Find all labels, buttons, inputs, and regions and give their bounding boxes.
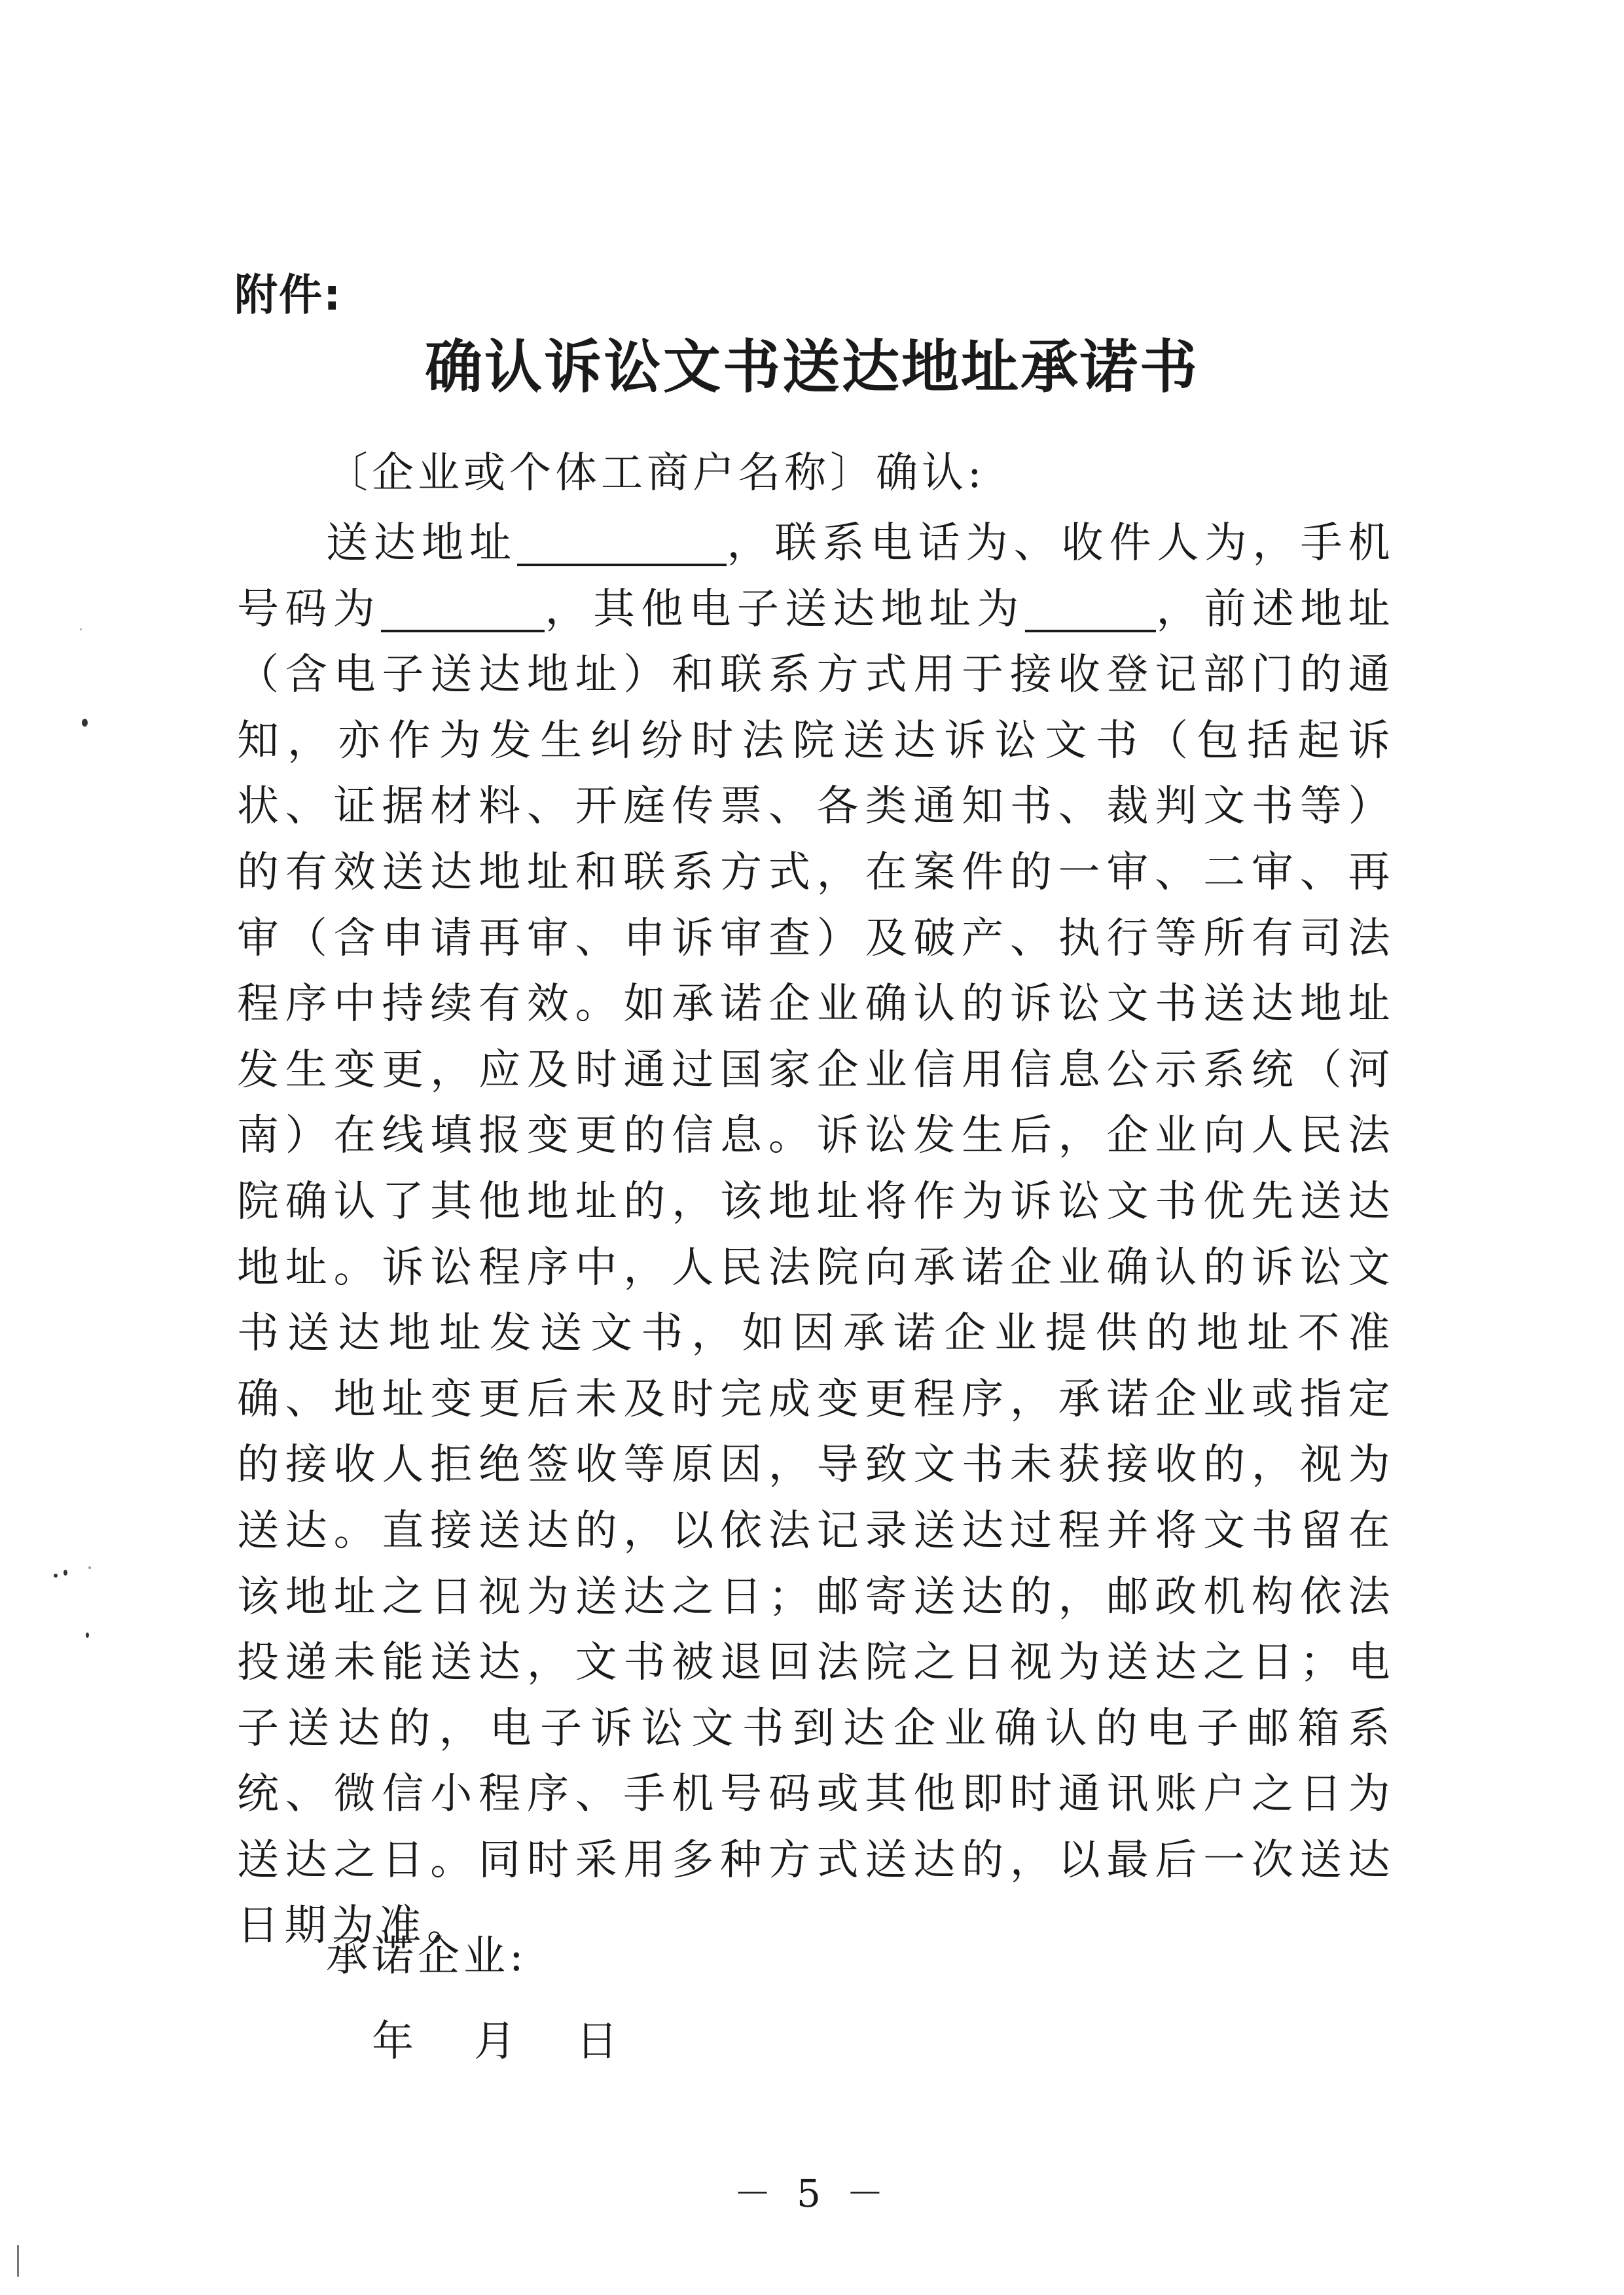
attachment-label: 附件: [234,270,342,320]
date-day: 日 [576,2017,618,2066]
scan-speck [63,1570,67,1576]
electronic-address-blank [1025,589,1156,632]
body-text-part4: ，前述地址（含电子送达地址）和联系方式用于接收登记部门的通知，亦作为发生纠纷时法院送达诉讼文书（包括起诉状、证据材料、开庭传票、各类通知书、裁判文书等）的有效送达地址和联系方式，在案件的一审、二审、再审（含申请再审、申诉审查）及破产、执行等所有司法程序中持续有效。如承诺企业确认的诉讼文书送达地址发生变更，应及时通过国家企业信用信息公示系统（河南）在线填报变更的信息。诉讼发生后，企业向人民法院确认了其他地址的，该地址将作为诉讼文书优先送达地址。诉讼程序中，人民法院向承诺企业确认的诉讼文书送达地址发送文书，如因承诺企业提供的地址不准确、地址变更后未及时完成变更程序，承诺企业或指定的接收人拒绝签收等原因，导致文书未获接收的，视为送达。直接送达的，以依法记录送达过程并将文书留在该地址之日视为送达之日；邮寄送达的，邮政机构依法投递未能送达，文书被退回法院之日视为送达之日；电子送达的，电子诉讼文书到达企业确认的电子邮箱系统、微信小程序、手机号码或其他即时通讯账户之日为送达之日。同时采用多种方式送达的，以最后一次送达日期为准。 [237,585,1396,1951]
delivery-address-blank [517,523,727,566]
phone-number-blank [381,589,545,632]
body-paragraph [237,511,1396,1959]
body-text-part2: ，联系电话为、收件人为，手机号码为 [237,519,1396,634]
document-title: 确认诉讼文书送达地址承诺书 [424,333,1199,401]
scan-speck [80,628,82,630]
date-month: 月 [474,2017,516,2066]
body-text-part1: 送达地址 [326,519,517,568]
scan-speck [86,1633,89,1638]
date-line [372,2015,618,2069]
date-year: 年 [372,2017,414,2066]
body-text-part3: ，其他电子送达地址为 [544,585,1025,634]
scan-speck [54,1574,58,1578]
scan-edge-mark [17,2245,19,2277]
page-number: － 5 － [733,2171,891,2216]
signature-label: 承诺企业: [326,1932,528,1981]
scan-speck [82,719,88,727]
greeting-line: 〔企业或个体工商户名称〕确认: [326,449,986,497]
scan-speck [88,1566,91,1569]
